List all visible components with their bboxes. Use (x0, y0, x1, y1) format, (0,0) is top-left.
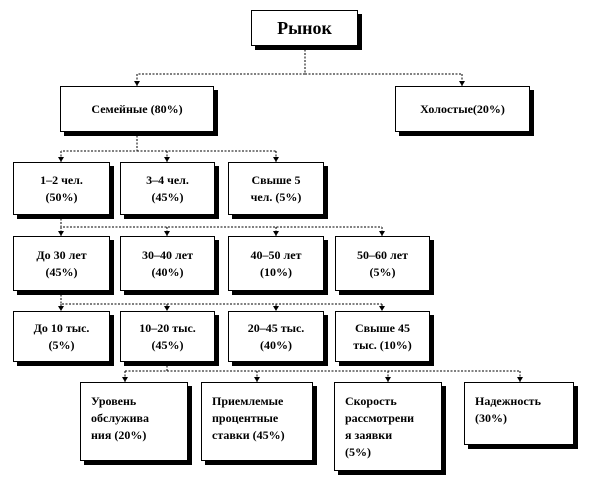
node-family: Семейные (80%) (60, 86, 214, 132)
node-age-30-40: 30–40 лет (40%) (120, 236, 215, 291)
node-age-50-60: 50–60 лет (5%) (335, 236, 430, 291)
node-income-20-45: 20–45 тыс. (40%) (228, 311, 324, 362)
edge-family-size (61, 132, 276, 151)
node-single: Холостые(20%) (395, 86, 530, 132)
node-age-30: До 30 лет (45%) (13, 236, 110, 291)
node-age-40-50: 40–50 лет (10%) (228, 236, 324, 291)
node-size-3-4: 3–4 чел. (45%) (120, 162, 215, 215)
node-speed: Скорость рассмотрени я заявки (5%) (334, 382, 442, 471)
edge-market-split (137, 46, 462, 74)
node-income-45plus: Свыше 45 тыс. (10%) (335, 311, 430, 362)
node-size-5plus: Свыше 5 чел. (5%) (228, 162, 324, 215)
node-income-10: До 10 тыс. (5%) (13, 311, 110, 362)
node-market: Рынок (251, 10, 358, 46)
edge-size-age (61, 215, 382, 227)
edge-income-criteria (125, 362, 520, 371)
edge-age-income (61, 291, 382, 304)
node-service: Уровень обслужива ния (20%) (80, 382, 188, 461)
node-reliability: Надежность (30%) (464, 382, 574, 445)
node-rates: Приемлемые процентные ставки (45%) (201, 382, 313, 461)
node-size-1-2: 1–2 чел. (50%) (13, 162, 110, 215)
node-income-10-20: 10–20 тыс. (45%) (120, 311, 215, 362)
